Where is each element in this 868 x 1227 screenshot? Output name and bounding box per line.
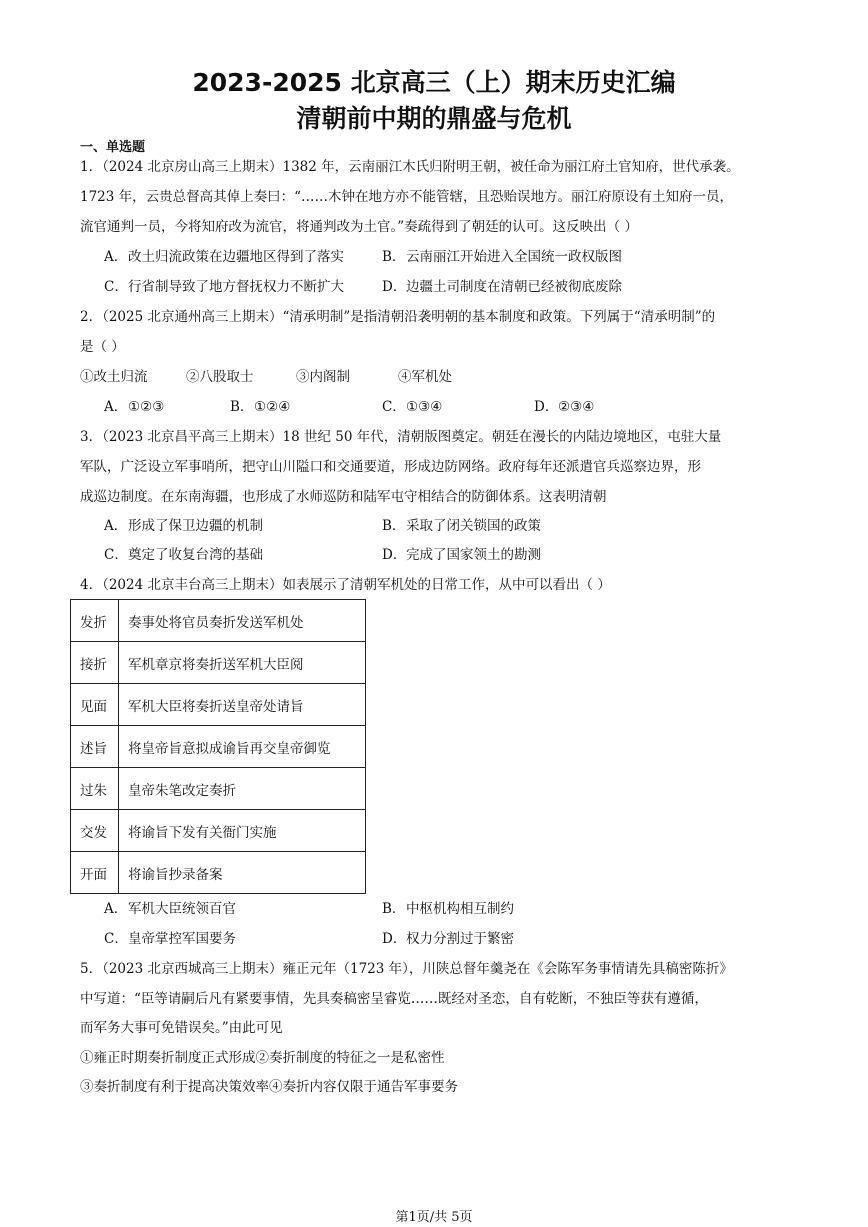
- q4-option-a: A．军机大臣统领百官: [104, 901, 236, 917]
- table-row: [71, 600, 366, 642]
- table-cell-step: 开面: [71, 852, 119, 894]
- q2-item-2: ②八股取士: [186, 369, 254, 385]
- q3-option-c: C．奠定了收复台湾的基础: [104, 547, 263, 563]
- q3-option-b: B．采取了闭关锁国的政策: [382, 518, 541, 534]
- table-row: [71, 852, 366, 894]
- table-cell-step: 发折: [71, 600, 119, 642]
- q5-stem-line-3: 而军务大事可免错误矣。”由此可见: [80, 1020, 283, 1036]
- section-heading: 一、单选题: [80, 140, 146, 155]
- q2-stem-line-1: 2．（2025 北京通州高三上期末）“清承明制”是指清朝沿袭明朝的基本制度和政策。下列属于“清承明制”的: [80, 309, 716, 325]
- table-cell-step: 接折: [71, 642, 119, 684]
- table-cell-description: 将皇帝旨意拟成谕旨再交皇帝御览: [119, 726, 366, 768]
- table-cell-description: 皇帝朱笔改定奏折: [119, 768, 366, 810]
- q3-stem-line-3: 成巡边制度。在东南海疆，也形成了水师巡防和陆军屯守相结合的防御体系。这表明清朝: [80, 489, 607, 505]
- q3-option-a: A．形成了保卫边疆的机制: [104, 518, 263, 534]
- q4-stem-line-1: 4．（2024 北京丰台高三上期末）如表展示了清朝军机处的日常工作，从中可以看出（ ）: [80, 577, 611, 593]
- q1-option-b: B．云南丽江开始进入全国统一政权版图: [382, 249, 622, 265]
- grand-council-workflow-table: [70, 599, 366, 894]
- q1-stem-line-2: 1723 年，云贵总督高其倬上奏曰：“……木钟在地方亦不能管辖，且恐贻误地方。丽江府原设有土知府一员，: [80, 189, 734, 205]
- table-row: [71, 642, 366, 684]
- q2-option-d: D．②③④: [534, 399, 595, 415]
- q1-option-c: C．行省制导致了地方督抚权力不断扩大: [104, 279, 344, 295]
- table-cell-step: 述旨: [71, 726, 119, 768]
- page-number: 第1页/共 5页: [395, 1210, 473, 1225]
- q4-option-b: B．中枢机构相互制约: [382, 901, 514, 917]
- q2-option-c: C．①③④: [382, 399, 443, 415]
- q1-stem-line-1: 1．（2024 北京房山高三上期末）1382 年，云南丽江木氏归附明王朝，被任命为丽江府土官知府，世代承袭。: [80, 159, 740, 175]
- table-cell-step: 过朱: [71, 768, 119, 810]
- q2-item-3: ③内阁制: [296, 369, 350, 385]
- table-cell-step: 见面: [71, 684, 119, 726]
- document-subtitle: 清朝前中期的鼎盛与危机: [296, 104, 572, 133]
- q2-option-b: B．①②④: [230, 399, 291, 415]
- q4-option-c: C．皇帝掌控军国要务: [104, 931, 236, 947]
- document-title: 2023-2025 北京高三（上）期末历史汇编: [192, 68, 676, 97]
- q3-option-d: D．完成了国家领土的勘测: [382, 547, 541, 563]
- q5-statement-line-2: ③奏折制度有利于提高决策效率④奏折内容仅限于通告军事要务: [80, 1079, 458, 1095]
- table-cell-description: 将谕旨下发有关衙门实施: [119, 810, 366, 852]
- q1-option-d: D．边疆土司制度在清朝已经被彻底废除: [382, 279, 622, 295]
- table-row: [71, 810, 366, 852]
- table-row: [71, 726, 366, 768]
- table-row: [71, 684, 366, 726]
- table-cell-step: 交发: [71, 810, 119, 852]
- q5-statement-line-1: ①雍正时期奏折制度正式形成②奏折制度的特征之一是私密性: [80, 1050, 445, 1066]
- q2-stem-line-2: 是（ ）: [80, 339, 125, 355]
- table-row: [71, 768, 366, 810]
- q2-option-a: A．①②③: [104, 399, 165, 415]
- q5-stem-line-2: 中写道：“臣等请嗣后凡有紧要事情，先具奏稿密呈睿览……既经对圣恋，自有乾断，不独臣等获有遵循，: [80, 991, 708, 1007]
- table-cell-description: 军机大臣将奏折送皇帝处请旨: [119, 684, 366, 726]
- q1-stem-line-3: 流官通判一员，今将知府改为流官，将通判改为土官。”奏疏得到了朝廷的认可。这反映出（ ）: [80, 219, 638, 235]
- q1-option-a: A．改土归流政策在边疆地区得到了落实: [104, 249, 344, 265]
- table-cell-description: 军机章京将奏折送军机大臣阅: [119, 642, 366, 684]
- q3-stem-line-2: 军队，广泛设立军事哨所，把守山川隘口和交通要道，形成边防网络。政府每年还派遣官兵巡察边界，形: [80, 459, 701, 475]
- q3-stem-line-1: 3．（2023 北京昌平高三上期末）18 世纪 50 年代，清朝版图奠定。朝廷在漫长的内陆边境地区，屯驻大量: [80, 429, 722, 445]
- q2-item-1: ①改土归流: [80, 369, 148, 385]
- table-cell-description: 将谕旨抄录备案: [119, 852, 366, 894]
- table-cell-description: 奏事处将官员奏折发送军机处: [119, 600, 366, 642]
- q4-option-d: D．权力分割过于繁密: [382, 931, 514, 947]
- q5-stem-line-1: 5．（2023 北京西城高三上期末）雍正元年（1723 年），川陕总督年羹尧在《会陈军务事情请先具稿密陈折》: [80, 961, 733, 977]
- q2-item-4: ④军机处: [398, 369, 452, 385]
